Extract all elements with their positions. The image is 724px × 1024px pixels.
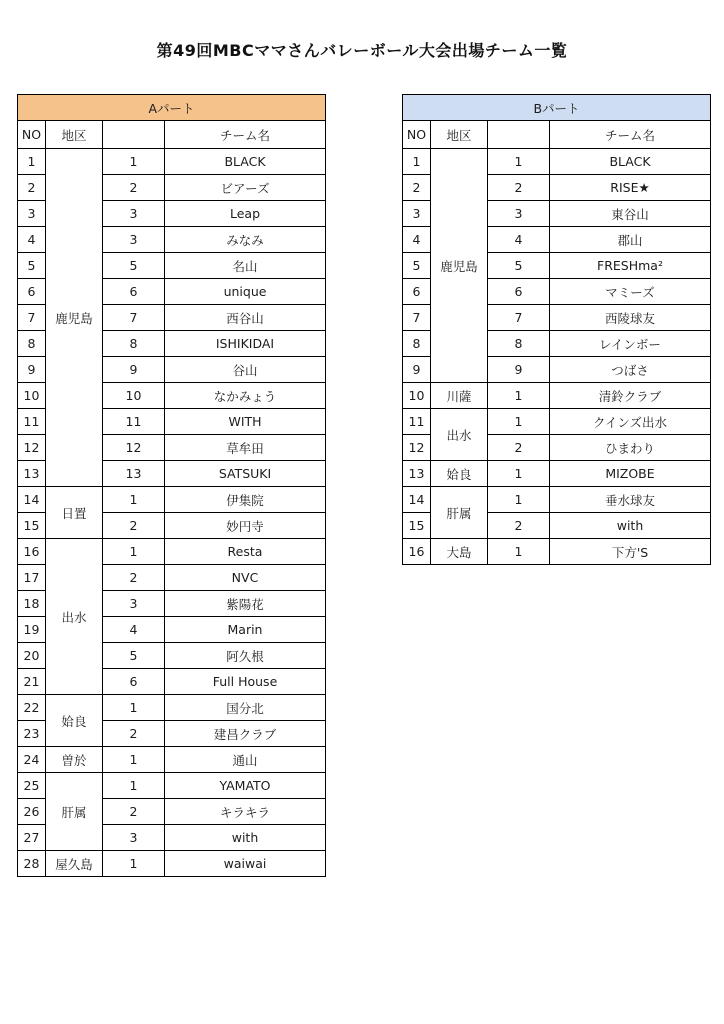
- district-cell: 鹿児島: [431, 149, 488, 383]
- district-cell: 大島: [431, 539, 488, 565]
- no-cell: 19: [18, 617, 46, 643]
- table-row: [18, 695, 326, 721]
- team-cell: BLACK: [550, 149, 711, 175]
- seq-cell: 1: [103, 149, 165, 175]
- no-cell: 7: [403, 305, 431, 331]
- no-cell: 8: [403, 331, 431, 357]
- no-cell: 11: [18, 409, 46, 435]
- seq-cell: 6: [103, 669, 165, 695]
- table-row: [18, 747, 326, 773]
- column-header: [103, 121, 165, 149]
- seq-cell: 1: [488, 409, 550, 435]
- team-cell: 建昌クラブ: [165, 721, 326, 747]
- no-cell: 16: [18, 539, 46, 565]
- table-row: [18, 149, 326, 175]
- part-header-label: Aパート: [18, 95, 326, 121]
- column-header: [488, 121, 550, 149]
- team-cell: WITH: [165, 409, 326, 435]
- team-cell: みなみ: [165, 227, 326, 253]
- team-cell: 清鈴クラブ: [550, 383, 711, 409]
- team-cell: 谷山: [165, 357, 326, 383]
- seq-cell: 7: [488, 305, 550, 331]
- column-header: 地区: [46, 121, 103, 149]
- seq-cell: 12: [103, 435, 165, 461]
- team-cell: BLACK: [165, 149, 326, 175]
- seq-cell: 11: [103, 409, 165, 435]
- no-cell: 14: [403, 487, 431, 513]
- no-cell: 17: [18, 565, 46, 591]
- no-cell: 9: [18, 357, 46, 383]
- no-cell: 20: [18, 643, 46, 669]
- team-cell: つばさ: [550, 357, 711, 383]
- team-cell: 草牟田: [165, 435, 326, 461]
- seq-cell: 3: [103, 201, 165, 227]
- district-cell: 出水: [431, 409, 488, 461]
- team-cell: 伊集院: [165, 487, 326, 513]
- no-cell: 23: [18, 721, 46, 747]
- team-cell: unique: [165, 279, 326, 305]
- no-cell: 11: [403, 409, 431, 435]
- no-cell: 22: [18, 695, 46, 721]
- district-cell: 肝属: [46, 773, 103, 851]
- seq-cell: 9: [488, 357, 550, 383]
- no-cell: 6: [403, 279, 431, 305]
- no-cell: 3: [18, 201, 46, 227]
- column-header-row: [18, 121, 326, 149]
- seq-cell: 1: [488, 383, 550, 409]
- no-cell: 15: [403, 513, 431, 539]
- district-cell: 鹿児島: [46, 149, 103, 487]
- seq-cell: 8: [103, 331, 165, 357]
- district-cell: 川薩: [431, 383, 488, 409]
- seq-cell: 7: [103, 305, 165, 331]
- no-cell: 27: [18, 825, 46, 851]
- team-cell: ビアーズ: [165, 175, 326, 201]
- column-header: NO: [403, 121, 431, 149]
- team-cell: with: [165, 825, 326, 851]
- table-row: [403, 461, 711, 487]
- seq-cell: 1: [103, 487, 165, 513]
- district-cell: 肝属: [431, 487, 488, 539]
- no-cell: 14: [18, 487, 46, 513]
- seq-cell: 1: [488, 487, 550, 513]
- table-row: [403, 539, 711, 565]
- column-header: 地区: [431, 121, 488, 149]
- column-header-row: [403, 121, 711, 149]
- table-row: [403, 409, 711, 435]
- team-cell: RISE★: [550, 175, 711, 201]
- no-cell: 10: [403, 383, 431, 409]
- no-cell: 9: [403, 357, 431, 383]
- seq-cell: 1: [103, 773, 165, 799]
- team-cell: 通山: [165, 747, 326, 773]
- team-cell: 垂水球友: [550, 487, 711, 513]
- table-row: [403, 149, 711, 175]
- seq-cell: 2: [488, 175, 550, 201]
- no-cell: 4: [403, 227, 431, 253]
- team-cell: クインズ出水: [550, 409, 711, 435]
- team-cell: 西陵球友: [550, 305, 711, 331]
- team-cell: 下方'S: [550, 539, 711, 565]
- seq-cell: 10: [103, 383, 165, 409]
- seq-cell: 5: [103, 253, 165, 279]
- table-row: [403, 487, 711, 513]
- table-part-b: [402, 94, 711, 565]
- part-header-row: [403, 95, 711, 121]
- no-cell: 2: [18, 175, 46, 201]
- district-cell: 姶良: [431, 461, 488, 487]
- no-cell: 12: [403, 435, 431, 461]
- team-cell: 名山: [165, 253, 326, 279]
- table-row: [18, 539, 326, 565]
- team-cell: with: [550, 513, 711, 539]
- no-cell: 13: [18, 461, 46, 487]
- seq-cell: 1: [103, 695, 165, 721]
- team-cell: なかみょう: [165, 383, 326, 409]
- page-title: 第49回MBCママさんバレーボール大会出場チーム一覧: [156, 41, 568, 60]
- table-row: [18, 851, 326, 877]
- no-cell: 5: [18, 253, 46, 279]
- seq-cell: 3: [103, 227, 165, 253]
- seq-cell: 3: [103, 825, 165, 851]
- seq-cell: 13: [103, 461, 165, 487]
- team-cell: MIZOBE: [550, 461, 711, 487]
- team-cell: 阿久根: [165, 643, 326, 669]
- no-cell: 7: [18, 305, 46, 331]
- team-cell: waiwai: [165, 851, 326, 877]
- team-cell: 国分北: [165, 695, 326, 721]
- team-cell: キラキラ: [165, 799, 326, 825]
- team-cell: Marin: [165, 617, 326, 643]
- seq-cell: 1: [103, 539, 165, 565]
- team-cell: 郡山: [550, 227, 711, 253]
- no-cell: 1: [403, 149, 431, 175]
- part-header-label: Bパート: [403, 95, 711, 121]
- team-cell: 東谷山: [550, 201, 711, 227]
- table-row: [18, 487, 326, 513]
- no-cell: 24: [18, 747, 46, 773]
- no-cell: 21: [18, 669, 46, 695]
- no-cell: 2: [403, 175, 431, 201]
- seq-cell: 9: [103, 357, 165, 383]
- table-row: [18, 773, 326, 799]
- no-cell: 16: [403, 539, 431, 565]
- team-cell: レインボー: [550, 331, 711, 357]
- team-cell: マミーズ: [550, 279, 711, 305]
- no-cell: 15: [18, 513, 46, 539]
- seq-cell: 3: [488, 201, 550, 227]
- table-part-a: [17, 94, 326, 877]
- no-cell: 18: [18, 591, 46, 617]
- table-row: [403, 383, 711, 409]
- team-cell: Full House: [165, 669, 326, 695]
- team-cell: 西谷山: [165, 305, 326, 331]
- seq-cell: 4: [103, 617, 165, 643]
- team-cell: YAMATO: [165, 773, 326, 799]
- seq-cell: 1: [488, 461, 550, 487]
- seq-cell: 2: [488, 435, 550, 461]
- no-cell: 28: [18, 851, 46, 877]
- district-cell: 日置: [46, 487, 103, 539]
- no-cell: 4: [18, 227, 46, 253]
- part-header-row: [18, 95, 326, 121]
- team-cell: ISHIKIDAI: [165, 331, 326, 357]
- column-header: チーム名: [165, 121, 326, 149]
- seq-cell: 1: [103, 851, 165, 877]
- team-cell: Resta: [165, 539, 326, 565]
- no-cell: 26: [18, 799, 46, 825]
- team-cell: Leap: [165, 201, 326, 227]
- column-header: チーム名: [550, 121, 711, 149]
- seq-cell: 5: [488, 253, 550, 279]
- seq-cell: 1: [488, 539, 550, 565]
- team-cell: NVC: [165, 565, 326, 591]
- no-cell: 3: [403, 201, 431, 227]
- tables-container: [17, 94, 724, 877]
- no-cell: 8: [18, 331, 46, 357]
- no-cell: 6: [18, 279, 46, 305]
- seq-cell: 1: [103, 747, 165, 773]
- no-cell: 10: [18, 383, 46, 409]
- team-cell: FRESHma²: [550, 253, 711, 279]
- team-cell: ひまわり: [550, 435, 711, 461]
- no-cell: 13: [403, 461, 431, 487]
- team-cell: 紫陽花: [165, 591, 326, 617]
- seq-cell: 6: [488, 279, 550, 305]
- no-cell: 12: [18, 435, 46, 461]
- no-cell: 1: [18, 149, 46, 175]
- district-cell: 姶良: [46, 695, 103, 747]
- column-header: NO: [18, 121, 46, 149]
- no-cell: 5: [403, 253, 431, 279]
- seq-cell: 8: [488, 331, 550, 357]
- seq-cell: 1: [488, 149, 550, 175]
- district-cell: 曽於: [46, 747, 103, 773]
- team-cell: SATSUKI: [165, 461, 326, 487]
- seq-cell: 4: [488, 227, 550, 253]
- seq-cell: 2: [103, 565, 165, 591]
- seq-cell: 2: [103, 513, 165, 539]
- district-cell: 出水: [46, 539, 103, 695]
- seq-cell: 2: [103, 799, 165, 825]
- seq-cell: 5: [103, 643, 165, 669]
- seq-cell: 2: [103, 721, 165, 747]
- seq-cell: 3: [103, 591, 165, 617]
- no-cell: 25: [18, 773, 46, 799]
- seq-cell: 6: [103, 279, 165, 305]
- team-cell: 妙円寺: [165, 513, 326, 539]
- seq-cell: 2: [103, 175, 165, 201]
- district-cell: 屋久島: [46, 851, 103, 877]
- seq-cell: 2: [488, 513, 550, 539]
